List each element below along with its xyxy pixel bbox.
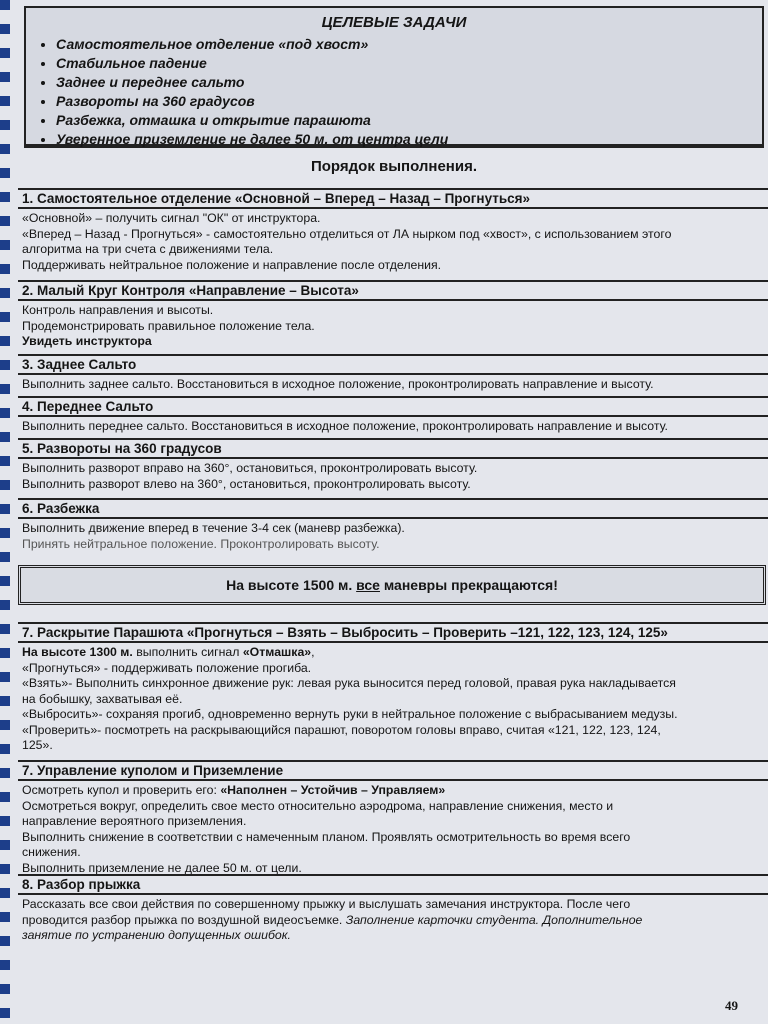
text-line: Выполнить разворот влево на 360°, остановиться, проконтролировать высоту.	[22, 476, 471, 491]
text-span: ,	[311, 645, 315, 659]
goal-item: • Разбежка, отмашка и открытие парашюта	[56, 111, 762, 130]
section-heading: 7. Управление куполом и Приземление	[18, 760, 768, 781]
text-line: Выполнить разворот вправо на 360°, остановиться, проконтролировать высоту.	[22, 461, 478, 475]
goal-item: • Развороты на 360 градусов	[56, 92, 762, 111]
text-line: Выполнить движение вперед в течение 3-4 сек (маневр разбежка).	[22, 521, 405, 535]
text-span: Осмотреть купол и проверить его:	[22, 783, 221, 797]
text-line: 125».	[22, 738, 53, 752]
section-canopy	[18, 760, 768, 876]
text-line: Выполнить заднее сальто. Восстановиться в исходное положение, проконтролировать направление и высоту.	[22, 377, 654, 391]
text-line: «Проверить»- посмотреть на раскрывающийся парашют, поворотом головы вправо, считая «121, 122, 123, 124,	[22, 722, 661, 737]
section-debrief	[18, 874, 768, 944]
goal-item: • Уверенное приземление не далее 50 м. от центра цели	[56, 130, 762, 149]
text-line: «Взять»- Выполнить синхронное движение рук: левая рука выносится перед головой, правая рука накладывается	[22, 676, 676, 690]
text-line: Контроль направления и высоты.	[22, 303, 214, 317]
text-line: Принять нейтральное положение. Проконтролировать высоту.	[22, 536, 380, 551]
goals-title: ЦЕЛЕВЫЕ ЗАДАЧИ	[321, 14, 467, 31]
section-heading: 7. Раскрытие Парашюта «Прогнуться – Взять – Выбросить – Проверить –121, 122, 123, 124, 125»	[18, 622, 768, 643]
goal-item: • Самостоятельное отделение «под хвост»	[56, 35, 762, 54]
text-line	[18, 783, 768, 799]
text-line: направление вероятного приземления.	[22, 814, 247, 828]
text-line: Продемонстрировать правильное положение тела.	[22, 318, 315, 333]
text-line	[18, 645, 768, 661]
section-heading: 2. Малый Круг Контроля «Направление – Высота»	[18, 280, 768, 301]
text-line: «Вперед – Назад - Прогнуться» - самостоятельно отделиться от ЛА нырком под «хвост», с использованием этого	[22, 226, 672, 241]
section-heading: 8. Разбор прыжка	[18, 874, 768, 895]
text-span: проводится разбор прыжка по воздушной видеосъемке.	[22, 912, 346, 927]
text-line: занятие по устранению допущенных ошибок.	[22, 928, 291, 942]
section-exit	[18, 188, 768, 273]
text-line: Выполнить снижение в соответствии с намеченным планом. Проявлять осмотрительность во время всего	[22, 829, 631, 844]
section-heading: 5. Развороты на 360 градусов	[18, 438, 768, 459]
text-bold: «Отмашка»	[242, 645, 312, 659]
text-line: Выполнить переднее сальто. Восстановиться в исходное положение, проконтролировать направление и высоту.	[22, 419, 668, 433]
section-heading: 6. Разбежка	[18, 498, 768, 519]
text-line: «Прогнуться» - поддерживать положение прогиба.	[22, 660, 312, 675]
text-line: Осмотреться вокруг, определить свое место относительно аэродрома, направление снижения, место и	[22, 798, 614, 813]
section-heading: 3. Заднее Сальто	[18, 354, 768, 375]
section-heading: 1. Самостоятельное отделение «Основной – Вперед – Назад – Прогнуться»	[18, 188, 768, 209]
notice-text: маневры прекращаются!	[379, 577, 558, 593]
goal-item: • Заднее и переднее сальто	[56, 73, 762, 92]
text-line: алгоритма на три счета с движениями тела.	[22, 242, 274, 256]
text-bold: «Наполнен – Устойчив – Управляем»	[220, 783, 446, 797]
section-turns	[18, 438, 768, 492]
section-deployment	[18, 622, 768, 754]
section-track	[18, 498, 768, 552]
text-line: «Основной» – получить сигнал "ОК" от инструктора.	[22, 211, 321, 225]
text-line: «Выбросить»- сохраняя прогиб, одновременно вернуть руки в нейтральное положение с выбрасыванием медузы.	[22, 707, 678, 721]
text-line: на бобышку, захватывая её.	[22, 691, 183, 706]
text-line: Выполнить приземление не далее 50 м. от цели.	[22, 860, 302, 875]
text-span: выполнить сигнал	[132, 645, 243, 659]
notice-text: На высоте 1500 м.	[226, 577, 357, 593]
document-page	[10, 0, 768, 1024]
text-line: Поддерживать нейтральное положение и направление после отделения.	[22, 257, 442, 272]
goals-list	[26, 35, 762, 149]
goal-item: • Стабильное падение	[56, 54, 762, 73]
section-back-loop	[18, 354, 768, 393]
text-line	[18, 913, 768, 929]
altitude-notice	[18, 565, 766, 605]
section-heading: 4. Переднее Сальто	[18, 396, 768, 417]
goals-box	[24, 6, 764, 148]
text-line: Увидеть инструктора	[22, 334, 152, 348]
order-title: Порядок выполнения.	[310, 158, 478, 175]
section-front-loop	[18, 396, 768, 435]
text-line: Рассказать все свои действия по совершенному прыжку и выслушать замечания инструктора. После чего	[22, 897, 631, 911]
text-line: снижения.	[22, 845, 81, 859]
section-control-circle	[18, 280, 768, 350]
notice-underlined: все	[356, 577, 380, 593]
page-number: 49	[725, 998, 738, 1013]
text-bold: На высоте 1300 м.	[22, 645, 133, 659]
text-italic: Заполнение карточки студента. Дополнительное	[345, 912, 643, 927]
